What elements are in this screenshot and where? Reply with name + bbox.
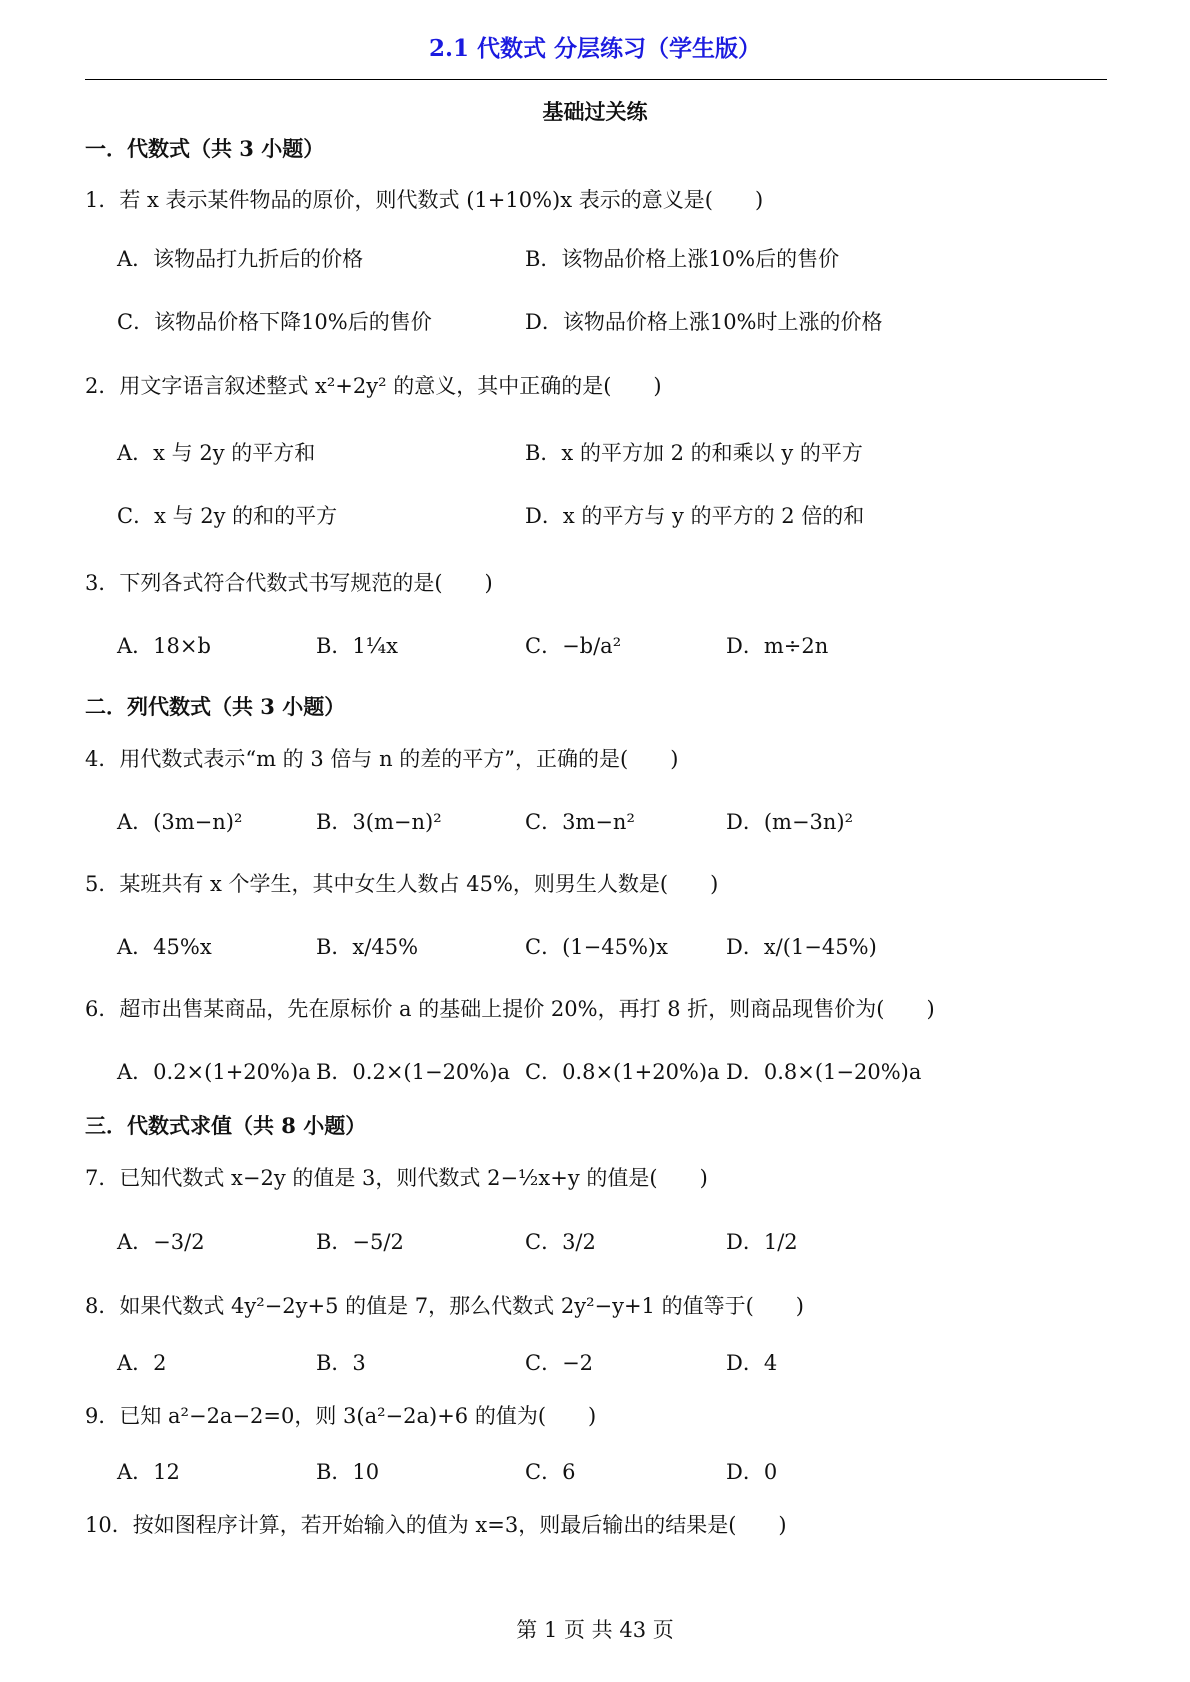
option-d: D．x 的平方与 y 的平方的 2 倍的和 [525,504,865,528]
page-footer: 第 1 页 共 43 页 [516,1618,674,1642]
option-b: B．3(m−n)² [316,810,442,834]
option-b: B．10 [316,1460,380,1484]
option-d: D．0.8×(1−20%)a [726,1060,922,1084]
option-d: D．0 [726,1460,778,1484]
option-d: D．4 [726,1351,778,1375]
option-b: B．1¼x [316,634,398,658]
option-a: A．12 [117,1460,180,1484]
question-stem: 10．按如图程序计算，若开始输入的值为 x=3，则最后输出的结果是( ) [85,1513,787,1537]
option-d: D．x/(1−45%) [726,935,877,959]
option-a: A．x 与 2y 的平方和 [117,441,316,465]
option-c: C．3m−n² [525,810,635,834]
section-heading: 三．代数式求值（共 8 小题） [85,1113,367,1138]
option-d: D．该物品价格上涨10%时上涨的价格 [525,310,883,334]
option-d: D．1/2 [726,1230,798,1254]
option-c: C．−2 [525,1351,594,1375]
option-c: C．0.8×(1+20%)a [525,1060,720,1084]
question-stem: 6．超市出售某商品，先在原标价 a 的基础上提价 20%，再打 8 折，则商品现售价为( ) [85,997,935,1021]
question-stem: 3．下列各式符合代数式书写规范的是( ) [85,571,493,595]
question-stem: 1．若 x 表示某件物品的原价，则代数式 (1+10%)x 表示的意义是( ) [85,188,764,212]
option-a: A．该物品打九折后的价格 [117,247,364,271]
section-heading: 一．代数式（共 3 小题） [85,136,325,161]
option-b: B．x 的平方加 2 的和乘以 y 的平方 [525,441,863,465]
header-divider [85,79,1107,80]
option-c: C．该物品价格下降10%后的售价 [117,310,432,334]
question-stem: 5．某班共有 x 个学生，其中女生人数占 45%，则男生人数是( ) [85,872,719,896]
question-stem: 7．已知代数式 x−2y 的值是 3，则代数式 2−½x+y 的值是( ) [85,1166,708,1190]
option-b: B．x/45% [316,935,419,959]
option-a: A．45%x [117,935,212,959]
option-b: B．该物品价格上涨10%后的售价 [525,247,840,271]
question-stem: 8．如果代数式 4y²−2y+5 的值是 7，那么代数式 2y²−y+1 的值等于( ) [85,1294,804,1318]
option-c: C．x 与 2y 的和的平方 [117,504,338,528]
option-b: B．−5/2 [316,1230,404,1254]
option-c: C．3/2 [525,1230,596,1254]
part-title: 基础过关练 [542,99,648,124]
section-heading: 二．列代数式（共 3 小题） [85,694,346,719]
option-a: A．2 [117,1351,167,1375]
option-b: B．0.2×(1−20%)a [316,1060,510,1084]
question-stem: 2．用文字语言叙述整式 x²+2y² 的意义，其中正确的是( ) [85,374,662,398]
option-c: C．−b/a² [525,634,622,658]
option-c: C．6 [525,1460,576,1484]
option-a: A．0.2×(1+20%)a [117,1060,311,1084]
option-a: A．18×b [117,634,211,658]
question-stem: 4．用代数式表示“m 的 3 倍与 n 的差的平方”，正确的是( ) [85,747,679,771]
document-title: 2.1 代数式 分层练习（学生版） [428,35,762,62]
option-b: B．3 [316,1351,366,1375]
option-a: A．(3m−n)² [117,810,243,834]
option-d: D．(m−3n)² [726,810,854,834]
option-c: C．(1−45%)x [525,935,668,959]
option-d: D．m÷2n [726,634,829,658]
question-stem: 9．已知 a²−2a−2=0，则 3(a²−2a)+6 的值为( ) [85,1404,597,1428]
option-a: A．−3/2 [117,1230,205,1254]
